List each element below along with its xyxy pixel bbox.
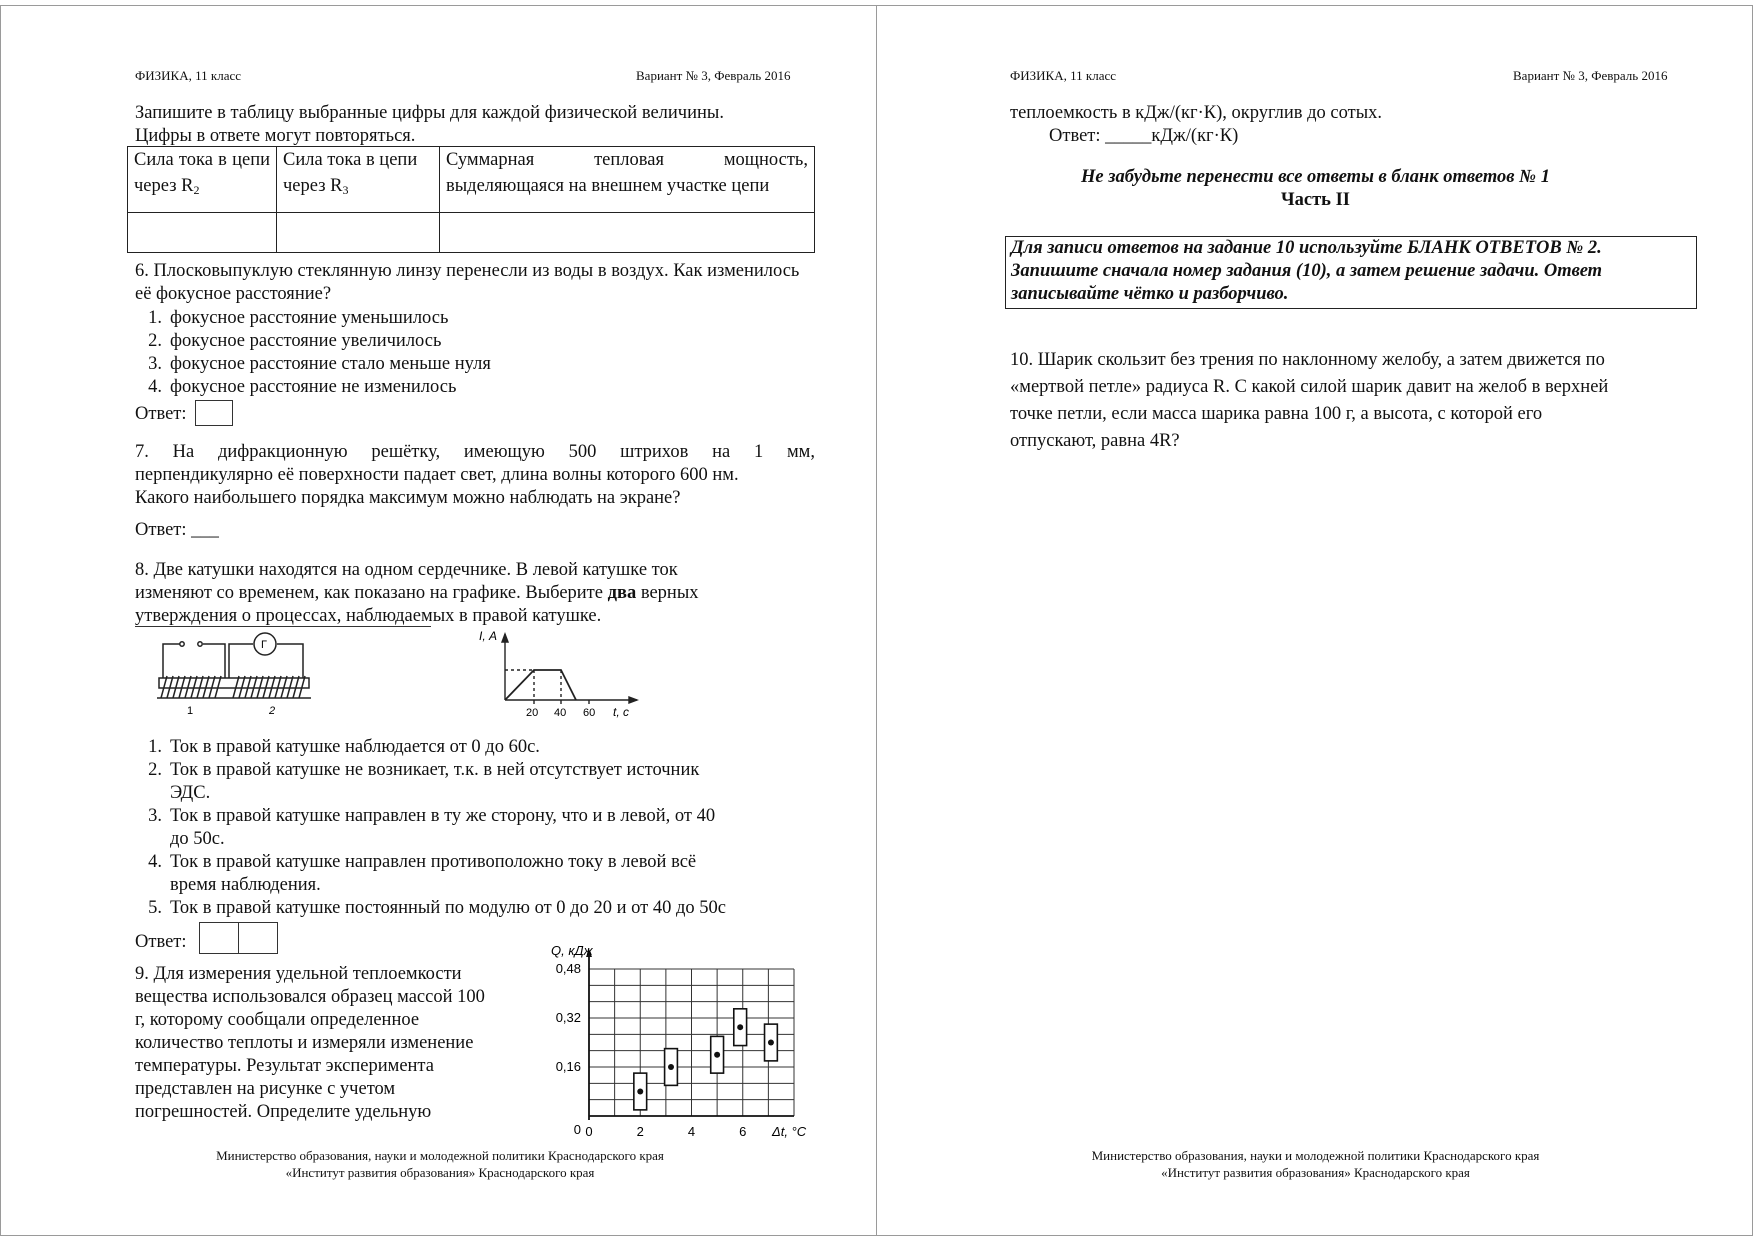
x-tick-label: 2 bbox=[636, 1124, 644, 1139]
list-item: 2. Ток в правой катушке не возникает, т.к. в ней отсутствует источник ЭДС. bbox=[148, 760, 700, 803]
q8-line-2: изменяют со временем, как показано на графике. Выберите два верных bbox=[135, 583, 699, 603]
intro-line-2: Цифры в ответе могут повторяться. bbox=[135, 126, 416, 146]
table-cell-answer-2[interactable] bbox=[277, 213, 440, 253]
graph-tick-20: 20 bbox=[526, 707, 539, 719]
data-point bbox=[637, 1089, 643, 1095]
graph-y-label: I, А bbox=[479, 629, 498, 643]
q9-text: 9. Для измерения удельной теплоемкости вещества использовался образец массой 100 г, которому сообщали определенное количество теплоты и измеряли изменение температуры. Результат эксперимента представлен на рисунке с учетом погрешностей. Определите удельную bbox=[135, 964, 485, 1122]
graph-tick-60: 60 bbox=[583, 707, 596, 719]
header-subject: ФИЗИКА, 11 класс bbox=[1010, 68, 1116, 83]
intro-line-1: Запишите в таблицу выбранные цифры для каждой физической величины. bbox=[135, 103, 724, 123]
graph-tick-40: 40 bbox=[554, 707, 567, 719]
table-cell-answer-3[interactable] bbox=[440, 213, 815, 253]
y-tick-label: 0 bbox=[573, 1122, 581, 1137]
y-tick-label: 0,32 bbox=[555, 1010, 581, 1025]
coil-label-1: 1 bbox=[187, 705, 194, 717]
data-point bbox=[668, 1064, 674, 1070]
q6-text: 6. Плосковыпуклую стеклянную линзу перенесли из воды в воздух. Как изменилось её фокусное расстояние? bbox=[135, 261, 800, 304]
instruction-box: Для записи ответов на задание 10 используйте БЛАНК ОТВЕТОВ № 2. Запишите сначала номер задания (10), а затем решение задачи. Ответ записывайте чётко и разборчиво. bbox=[1005, 236, 1697, 309]
table-header-col3: Суммарная тепловая мощность, выделяющаяся на внешнем участке цепи bbox=[440, 147, 815, 213]
q7-line-3: Какого наибольшего порядка максимум можно наблюдать на экране? bbox=[135, 488, 681, 508]
galvanometer-label: Г bbox=[261, 639, 267, 651]
table-header-col1: Сила тока в цепи через $R_2$ bbox=[128, 147, 277, 213]
data-point bbox=[768, 1040, 774, 1046]
q8-line-1: 8. Две катушки находятся на одном сердечнике. В левой катушке ток bbox=[135, 560, 678, 580]
table-header-col2: Сила тока в цепи через $R_3$ bbox=[277, 147, 440, 213]
q9-continuation: теплоемкость в кДж/(кг·К), округлив до сотых. bbox=[1010, 103, 1383, 123]
reminder: Не забудьте перенести все ответы в бланк ответов № 1 bbox=[1081, 167, 1550, 187]
page-right bbox=[876, 5, 1753, 1236]
q8-options bbox=[135, 736, 825, 920]
q7-line-2: перпендикулярно её поверхности падает свет, длина волны которого 600 нм. bbox=[135, 465, 739, 485]
x-tick-label: 0 bbox=[585, 1124, 593, 1139]
graph-x-label: t, с bbox=[613, 705, 630, 719]
list-item: 2. фокусное расстояние увеличилось bbox=[148, 331, 442, 351]
list-item: 3. фокусное расстояние стало меньше нуля bbox=[148, 354, 491, 374]
q9-answer[interactable]: Ответ: _____кДж/(кг·К) bbox=[1049, 126, 1239, 146]
footer-left bbox=[1, 1147, 879, 1181]
list-item: 1. Ток в правой катушке наблюдается от 0 до 60с. bbox=[148, 737, 540, 757]
y-axis-label: Q, кДж bbox=[551, 943, 593, 958]
footer-line-2: «Институт развития образования» Краснодарского края bbox=[1161, 1165, 1470, 1180]
q8-line-3: утверждения о процессах, наблюдаемых в правой катушке. bbox=[135, 606, 602, 626]
footer-line-2: «Институт развития образования» Краснодарского края bbox=[285, 1165, 595, 1180]
list-item: 4. фокусное расстояние не изменилось bbox=[148, 377, 457, 397]
q6-answer-box[interactable] bbox=[195, 400, 233, 426]
q6-options bbox=[135, 307, 491, 399]
current-graph bbox=[471, 628, 651, 720]
part-title: Часть II bbox=[1281, 190, 1350, 210]
q7-answer[interactable]: Ответ: ___ bbox=[135, 520, 219, 540]
q8-answer-box-2[interactable] bbox=[239, 922, 278, 954]
q8-answer bbox=[135, 922, 278, 954]
footer-right bbox=[877, 1147, 1754, 1181]
footer-line-1: Министерство образования, науки и молодежной политики Краснодарского края bbox=[1091, 1148, 1540, 1163]
header-variant: Вариант № 3, Февраль 2016 bbox=[1513, 68, 1668, 83]
data-point bbox=[714, 1052, 720, 1058]
list-item: 5. Ток в правой катушке постоянный по модулю от 0 до 20 и от 40 до 50с bbox=[148, 898, 726, 918]
answer-label: Ответ: bbox=[135, 932, 187, 952]
header-variant: Вариант № 3, Февраль 2016 bbox=[636, 68, 791, 83]
table-cell-answer-1[interactable] bbox=[128, 213, 277, 253]
q7-line-1: 7. На дифракционную решётку, имеющую 500 штрихов на 1 мм, bbox=[135, 442, 815, 462]
answer-table bbox=[127, 146, 815, 253]
heat-chart bbox=[549, 941, 829, 1141]
list-item: 3. Ток в правой катушке направлен в ту же сторону, что и в левой, от 40 до 50с. bbox=[148, 806, 716, 849]
x-axis-label: Δt, °C bbox=[772, 1124, 807, 1139]
coils-diagram bbox=[153, 628, 323, 718]
header-subject: ФИЗИКА, 11 класс bbox=[135, 68, 241, 83]
y-tick-label: 0,48 bbox=[555, 961, 581, 976]
q10-text: 10. Шарик скользит без трения по наклонному желобу, а затем движется по «мертвой петле» радиуса R. С какой силой шарик давит на желоб в верхней точке петли, если масса шарика равна 100 г, а высота, с которой его отпускают, равна 4R? bbox=[1010, 350, 1609, 451]
list-item: 4. Ток в правой катушке направлен противоположно току в левой всё время наблюдения. bbox=[148, 852, 697, 895]
list-item: 1. фокусное расстояние уменьшилось bbox=[148, 308, 449, 328]
q8-answer-box-1[interactable] bbox=[199, 922, 239, 954]
q6-answer bbox=[135, 400, 233, 426]
footer-line-1: Министерство образования, науки и молодежной политики Краснодарского края bbox=[216, 1148, 664, 1163]
answer-label: Ответ: bbox=[135, 404, 187, 424]
x-tick-label: 4 bbox=[687, 1124, 696, 1139]
y-tick-label: 0,16 bbox=[555, 1059, 581, 1074]
data-point bbox=[737, 1024, 743, 1030]
page-left bbox=[0, 5, 878, 1236]
underline-divider bbox=[135, 626, 431, 627]
x-tick-label: 6 bbox=[739, 1124, 747, 1139]
coil-label-2: 2 bbox=[269, 705, 276, 717]
